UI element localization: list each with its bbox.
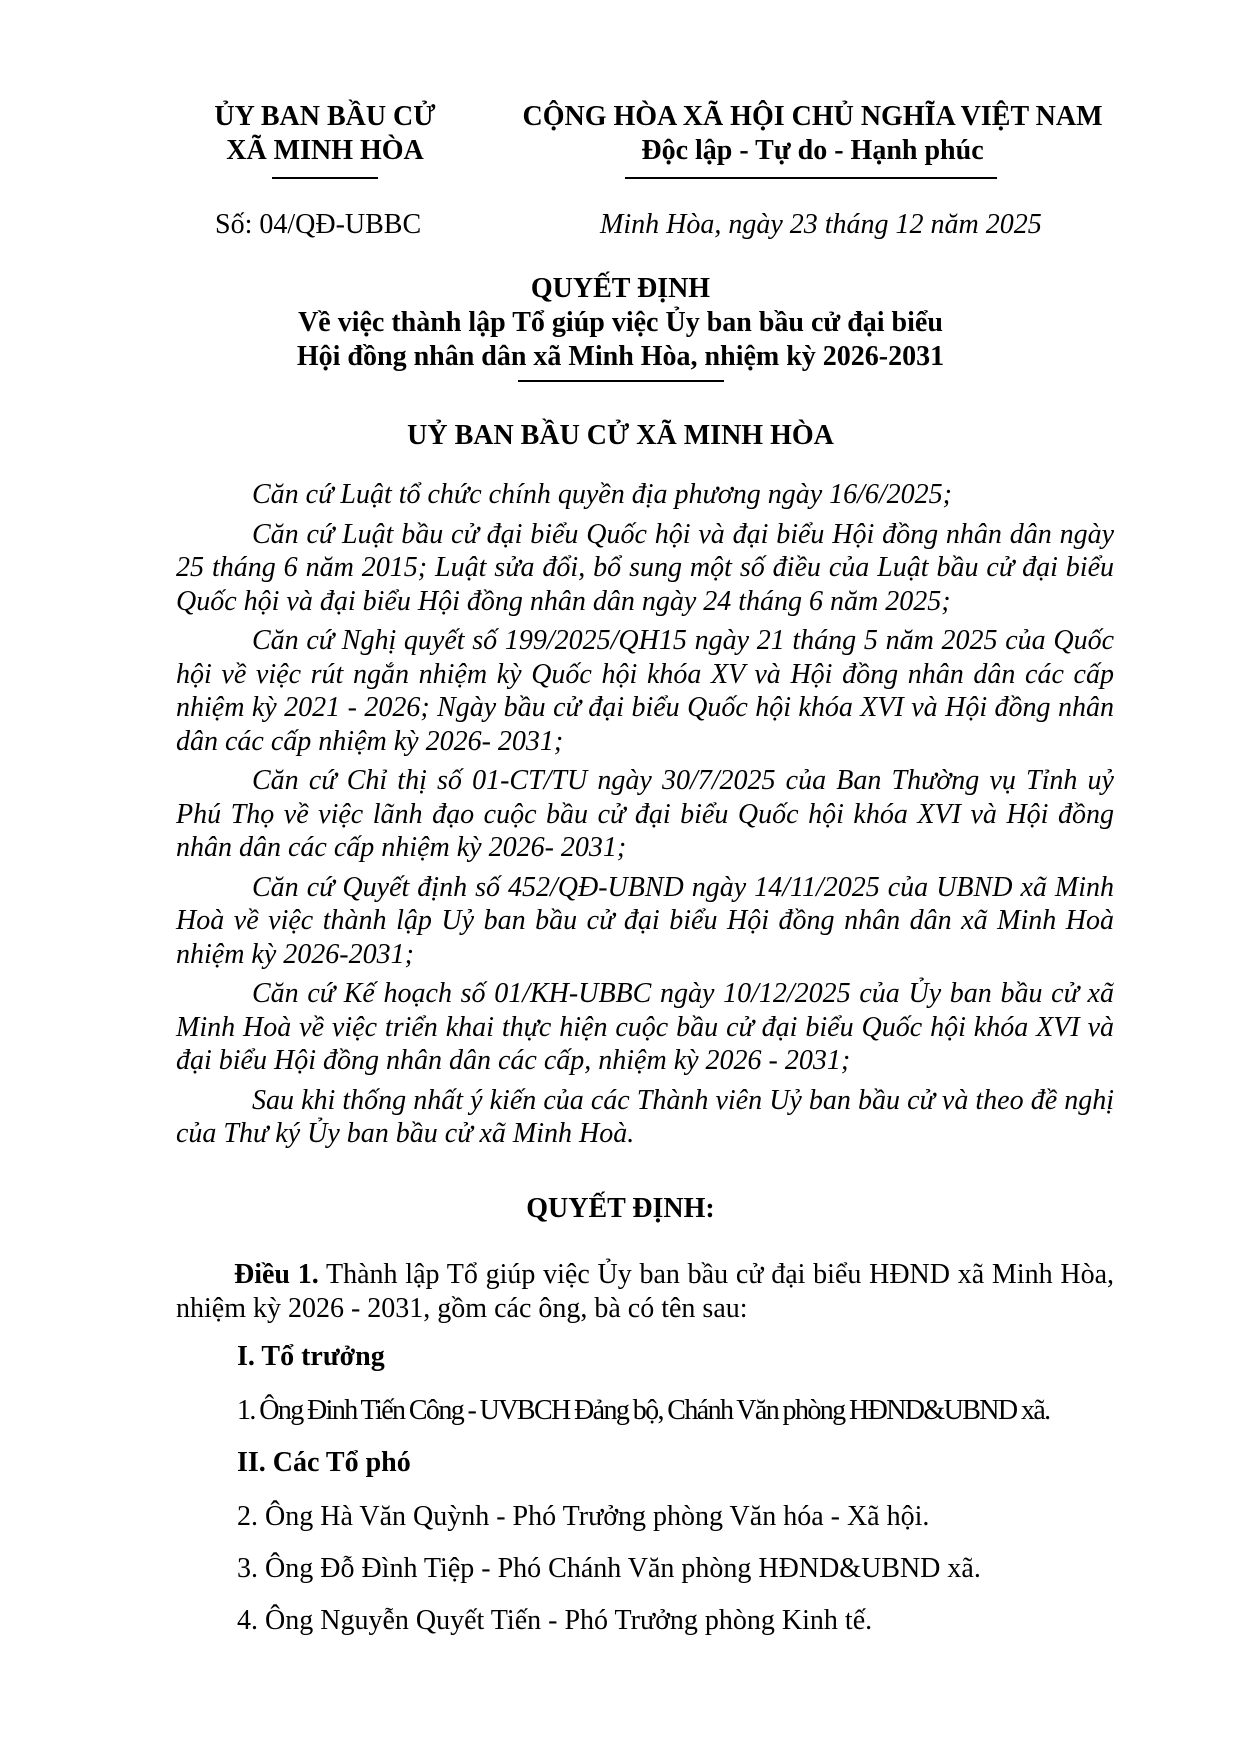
title-line3: Hội đồng nhân dân xã Minh Hòa, nhiệm kỳ 2026-2031 — [296, 341, 945, 372]
title-underline — [518, 380, 724, 382]
title-line2: Về việc thành lập Tổ giúp việc Ủy ban bầu cử đại biểu — [298, 307, 943, 338]
article-1-label: Điều 1. — [234, 1259, 319, 1290]
basis-paragraph: Sau khi thống nhất ý kiến của các Thành viên Uỷ ban bầu cử và theo đề nghị của Thư ký Ủy ban bầu cử xã Minh Hoà. — [176, 1084, 1114, 1149]
basis-paragraph: Căn cứ Luật tổ chức chính quyền địa phương ngày 16/6/2025; — [252, 479, 952, 510]
issuing-body-line2: XÃ MINH HÒA — [226, 135, 424, 166]
document-number: Số: 04/QĐ-UBBC — [215, 209, 422, 240]
motto-underline — [625, 177, 997, 179]
basis-paragraph: Căn cứ Quyết định số 452/QĐ-UBND ngày 14/11/2025 của UBND xã Minh Hoà về việc thành lập Uỷ ban bầu cử đại biểu Hội đồng nhân dân xã Minh Hoà nhiệm kỳ 2026-2031; — [176, 871, 1114, 970]
issuing-body — [175, 100, 475, 168]
issuing-body-underline — [272, 177, 378, 179]
list-item: 1. Ông Đinh Tiến Công - UVBCH Đảng bộ, Chánh Văn phòng HĐND&UBND xã. — [237, 1395, 1050, 1426]
document-title — [0, 272, 1241, 382]
article-1-text: Thành lập Tổ giúp việc Ủy ban bầu cử đại biểu HĐND xã Minh Hòa, nhiệm kỳ 2026 - 2031, gồm các ông, bà có tên sau: — [176, 1259, 1115, 1324]
country-name: CỘNG HÒA XÃ HỘI CHỦ NGHĨA VIỆT NAM — [522, 101, 1103, 132]
motto: Độc lập - Tự do - Hạnh phúc — [641, 135, 984, 166]
list-item: 4. Ông Nguyễn Quyết Tiến - Phó Trưởng phòng Kinh tế. — [237, 1605, 873, 1636]
decision-heading: QUYẾT ĐỊNH: — [526, 1193, 715, 1224]
list-item: 2. Ông Hà Văn Quỳnh - Phó Trưởng phòng Văn hóa - Xã hội. — [237, 1501, 930, 1532]
section-title: II. Các Tổ phó — [237, 1447, 411, 1478]
national-motto — [480, 100, 1145, 168]
issuing-body-line1: ỦY BAN BẦU CỬ — [214, 101, 436, 132]
title-line1: QUYẾT ĐỊNH — [530, 273, 711, 304]
basis-paragraph: Căn cứ Nghị quyết số 199/2025/QH15 ngày 21 tháng 5 năm 2025 của Quốc hội về việc rút ngắn nhiệm kỳ Quốc hội khóa XV và Hội đồng nhân dân các cấp nhiệm kỳ 2021 - 2026; Ngày bầu cử đại biểu Quốc hội khóa XVI và Hội đồng nhân dân các cấp nhiệm kỳ 2026- 2031; — [176, 625, 1114, 757]
document-date: Minh Hòa, ngày 23 tháng 12 năm 2025 — [600, 209, 1042, 240]
article-1-paragraph — [176, 1258, 1114, 1326]
basis-paragraph: Căn cứ Kế hoạch số 01/KH-UBBC ngày 10/12/2025 của Ủy ban bầu cử xã Minh Hoà về việc triển khai thực hiện cuộc bầu cử đại biểu Quốc hội khóa XVI và đại biểu Hội đồng nhân dân các cấp, nhiệm kỳ 2026 - 2031; — [176, 978, 1114, 1076]
article-1 — [176, 1258, 1114, 1326]
list-item: 3. Ông Đỗ Đình Tiệp - Phó Chánh Văn phòng HĐND&UBND xã. — [237, 1553, 981, 1584]
member-list — [237, 1340, 1137, 1656]
section-title: I. Tổ trưởng — [237, 1341, 385, 1372]
basis-paragraph: Căn cứ Chỉ thị số 01-CT/TU ngày 30/7/2025 của Ban Thường vụ Tỉnh uỷ Phú Thọ về việc lãnh đạo cuộc bầu cử đại biểu Quốc hội khóa XVI và Hội đồng nhân dân các cấp nhiệm kỳ 2026- 2031; — [176, 765, 1114, 863]
legal-basis — [176, 478, 1114, 1157]
issuer-heading: UỶ BAN BẦU CỬ XÃ MINH HÒA — [407, 420, 834, 451]
basis-paragraph: Căn cứ Luật bầu cử đại biểu Quốc hội và đại biểu Hội đồng nhân dân ngày 25 tháng 6 năm 2015; Luật sửa đổi, bổ sung một số điều của Luật bầu cử đại biểu Quốc hội và đại biểu Hội đồng nhân dân ngày 24 tháng 6 năm 2025; — [176, 518, 1114, 617]
